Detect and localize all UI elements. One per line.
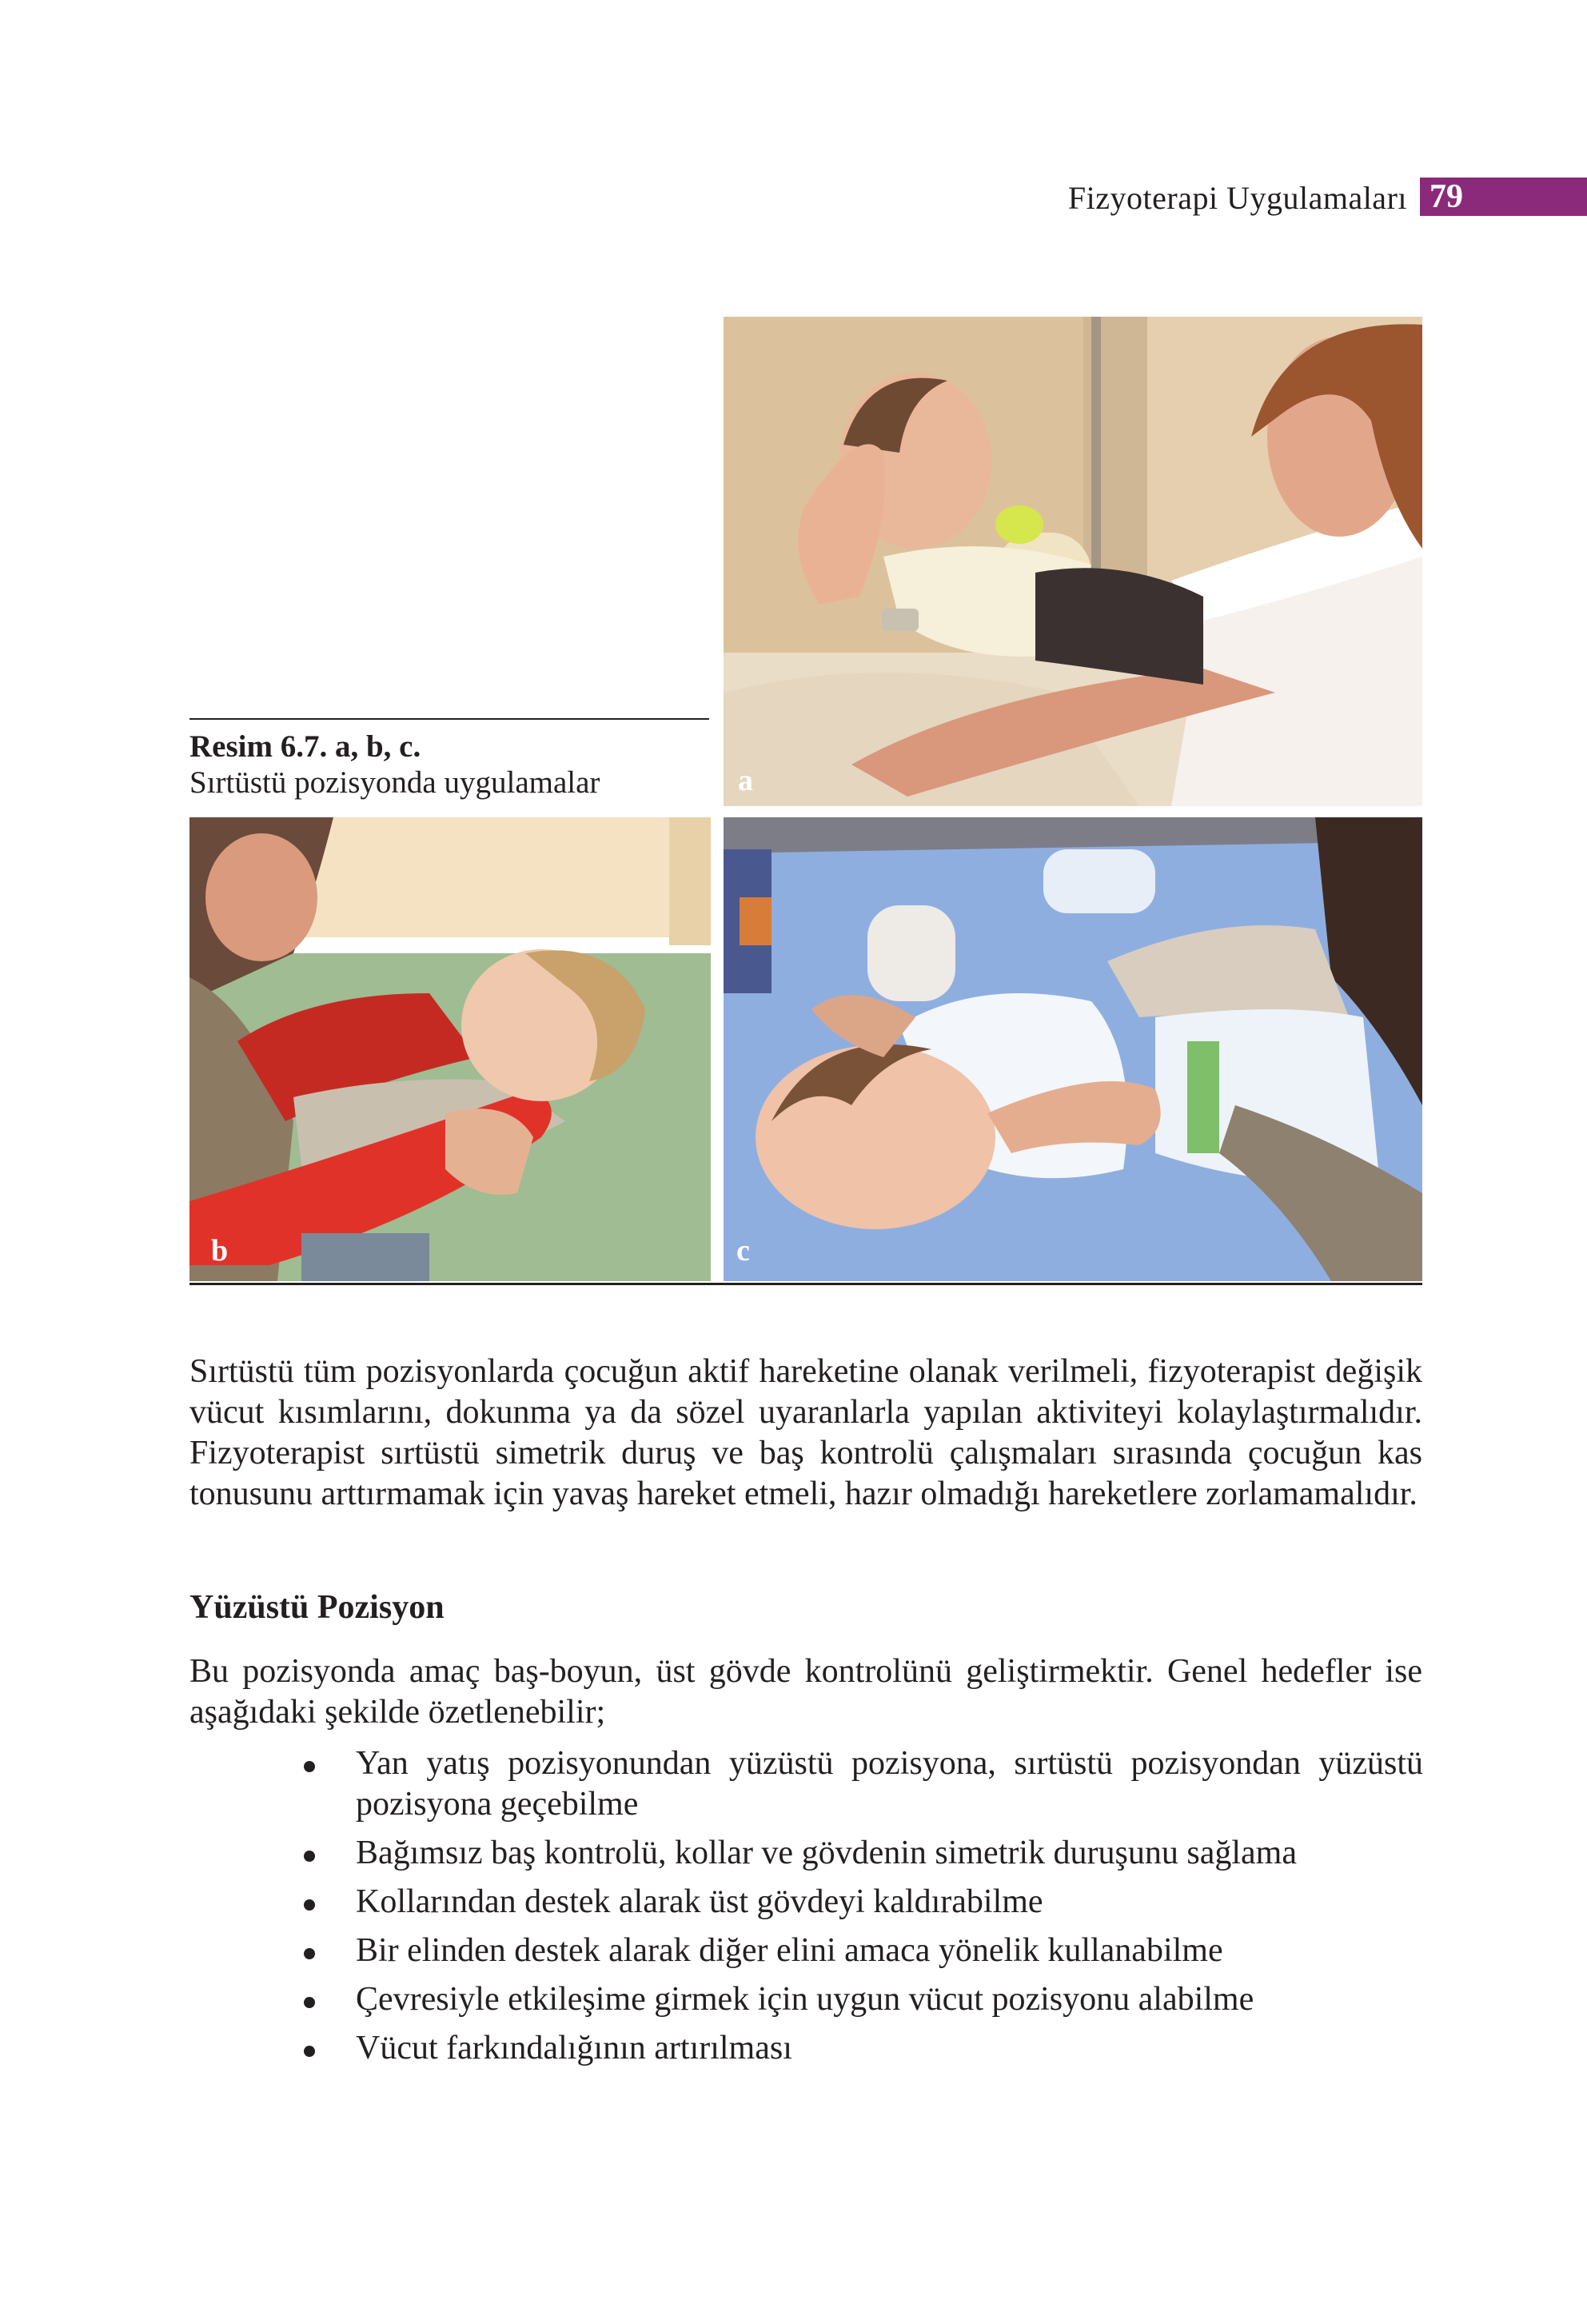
- caption-rule: [189, 718, 709, 720]
- list-item-text: Bir elinden destek alarak diğer elini amaca yönelik kullanabilme: [356, 1932, 1223, 1969]
- bullet-icon: [304, 1851, 315, 1862]
- page-header: [1067, 176, 1587, 218]
- list-item-text: Yan yatış pozisyonundan yüzüstü pozisyona, sırtüstü pozisyondan yüzüstü pozisyona geçebilme: [356, 1745, 1423, 1823]
- running-head-title: Fizyoterapi Uygulamaları: [1067, 180, 1407, 216]
- photo-a: [724, 317, 1422, 806]
- figure-caption: [189, 718, 709, 801]
- list-item-text: Kollarından destek alarak üst gövdeyi kaldırabilme: [356, 1883, 1043, 1920]
- bullet-icon: [304, 1997, 315, 2008]
- list-item: [304, 1882, 1423, 1923]
- photo-c-illustration: [724, 817, 1422, 1281]
- list-item: [304, 1979, 1423, 2020]
- bullet-icon: [304, 2046, 315, 2057]
- list-item-text: Bağımsız baş kontrolü, kollar ve gövdenin simetrik duruşunu sağlama: [356, 1835, 1297, 1871]
- list-item-text: Vücut farkındalığının artırılması: [356, 2030, 792, 2066]
- goals-list: [304, 1743, 1423, 2077]
- list-item-text: Çevresiyle etkileşime girmek için uygun vücut pozisyonu alabilme: [356, 1981, 1254, 2018]
- list-item: [304, 2028, 1423, 2069]
- bullet-icon: [304, 1899, 315, 1911]
- figure-bottom-rule: [189, 1283, 1422, 1285]
- page-number: 79: [1429, 178, 1463, 215]
- list-item: [304, 1931, 1423, 1971]
- photo-b-illustration: [189, 817, 711, 1281]
- photo-b: [189, 817, 711, 1281]
- bullet-icon: [304, 1761, 315, 1772]
- photo-a-illustration: [724, 317, 1422, 806]
- photo-label-b: b: [211, 1234, 229, 1268]
- section-heading: Yüzüstü Pozisyon: [189, 1589, 445, 1626]
- page-number-bar: [1420, 178, 1587, 216]
- photo-label-c: c: [736, 1234, 750, 1268]
- list-item: [304, 1833, 1423, 1874]
- list-item: [304, 1743, 1423, 1825]
- photo-label-a: a: [738, 764, 753, 797]
- photo-c: [724, 817, 1422, 1281]
- caption-text: Sırtüstü pozisyonda uygulamalar: [189, 765, 600, 800]
- body-paragraph-2: Bu pozisyonda amaç baş-boyun, üst gövde kontrolünü geliştirmektir. Genel hedefler ise aşağıdaki şekilde özetlenebilir;: [189, 1653, 1422, 1731]
- caption-title: Resim 6.7. a, b, c.: [189, 729, 421, 764]
- body-paragraph-1: Sırtüstü tüm pozisyonlarda çocuğun aktif hareketine olanak verilmeli, fizyoterapist değişik vücut kısımlarını, dokunma ya da sözel uyaranlarla yapılan aktiviteyi kolaylaştırmalıdır. Fizyoterapist sırtüstü simetrik duruş ve baş kontrolü çalışmaları sırasında çocuğun kas tonusunu arttırmamak için yavaş hareket etmeli, hazır olmadığı hareketlere zorlamamalıdır.: [189, 1353, 1422, 1512]
- bullet-icon: [304, 1948, 315, 1959]
